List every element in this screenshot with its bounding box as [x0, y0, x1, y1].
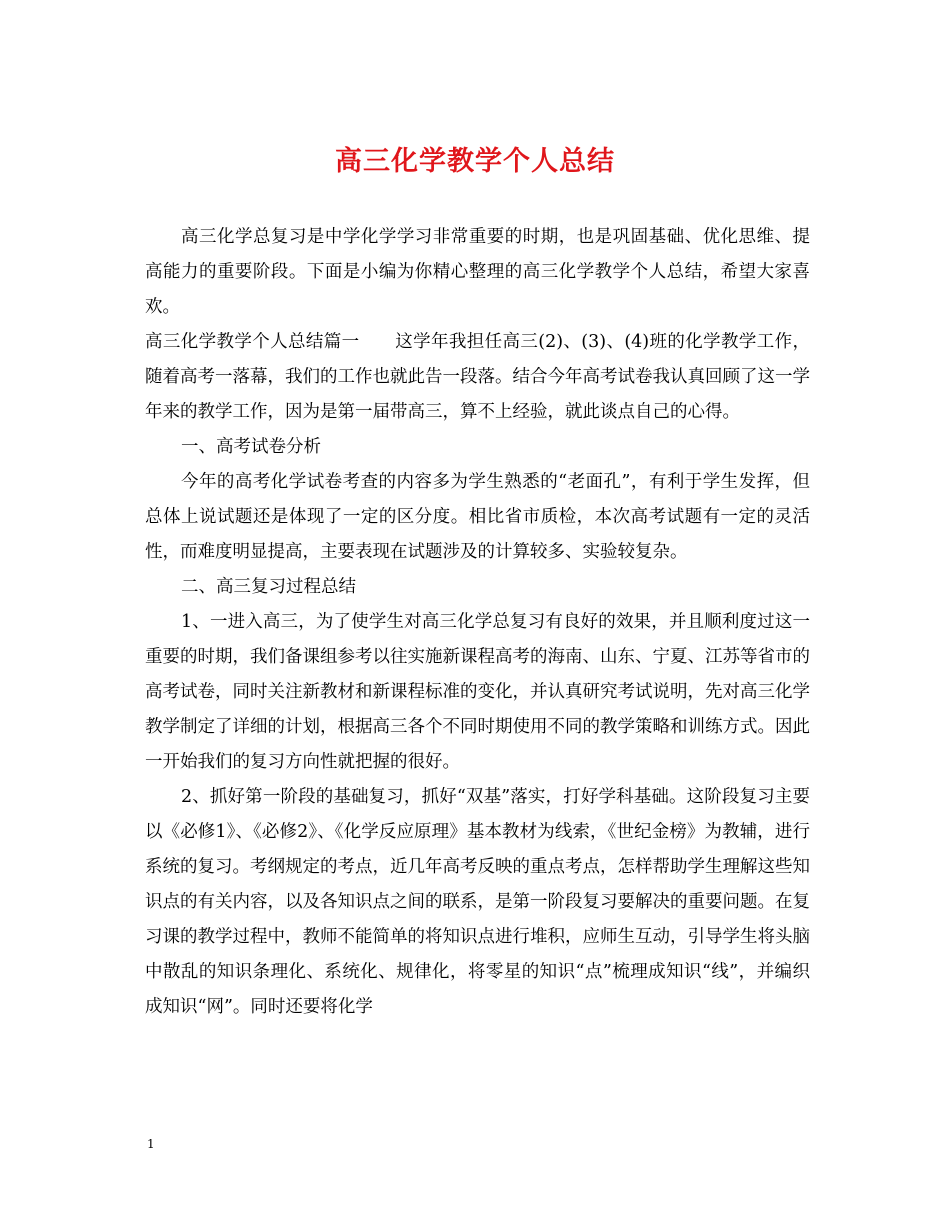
exam-analysis-paragraph: 今年的高考化学试卷考查的内容多为学生熟悉的“老面孔”，有利于学生发挥，但总体上说试题还是体现了一定的区分度。相比省市质检，本次高考试题有一定的灵活性，而难度明显提高，主要表现在试题涉及的计算较多、实验较复杂。	[145, 472, 810, 562]
document-title: 高三化学教学个人总结	[335, 146, 615, 177]
page-number: 1	[147, 1137, 155, 1151]
review-point-one-paragraph: 1、一进入高三，为了使学生对高三化学总复习有良好的效果，并且顺利度过这一重要的时期，我们备课组参考以往实施新课程高考的海南、山东、宁夏、江苏等省市的高考试卷，同时关注新教材和新课程标准的变化，并认真研究考试说明，先对高三化学教学制定了详细的计划，根据高三各个不同时期使用不同的教学策略和训练方式。因此一开始我们的复习方向性就把握的很好。	[145, 612, 810, 772]
heading-review-summary: 二、高三复习过程总结	[181, 577, 356, 597]
review-point-two-paragraph: 2、抓好第一阶段的基础复习，抓好“双基”落实，打好学科基础。这阶段复习主要以《必修1》、《必修2》、《化学反应原理》基本教材为线索，《世纪金榜》为教辅，进行系统的复习。考纲规定的考点，近几年高考反映的重点考点，怎样帮助学生理解这些知识点的有关内容，以及各知识点之间的联系，是第一阶段复习要解决的重要问题。在复习课的教学过程中，教师不能简单的将知识点进行堆积，应师生互动，引导学生将头脑中散乱的知识条理化、系统化、规律化，将零星的知识“点”梳理成知识“线”，并编织成知识“网”。同时还要将化学	[145, 787, 810, 1017]
document-body	[145, 220, 810, 1025]
heading-exam-analysis: 一、高考试卷分析	[181, 437, 321, 457]
section-one-paragraph: 高三化学教学个人总结篇一 这学年我担任高三(2)、(3)、(4)班的化学教学工作，随着高考一落幕，我们的工作也就此告一段落。结合今年高考试卷我认真回顾了这一学年来的教学工作，因为是第一届带高三，算不上经验，就此谈点自己的心得。	[145, 332, 810, 422]
intro-paragraph: 高三化学总复习是中学化学学习非常重要的时期，也是巩固基础、优化思维、提高能力的重要阶段。下面是小编为你精心整理的高三化学教学个人总结，希望大家喜欢。	[145, 227, 810, 317]
